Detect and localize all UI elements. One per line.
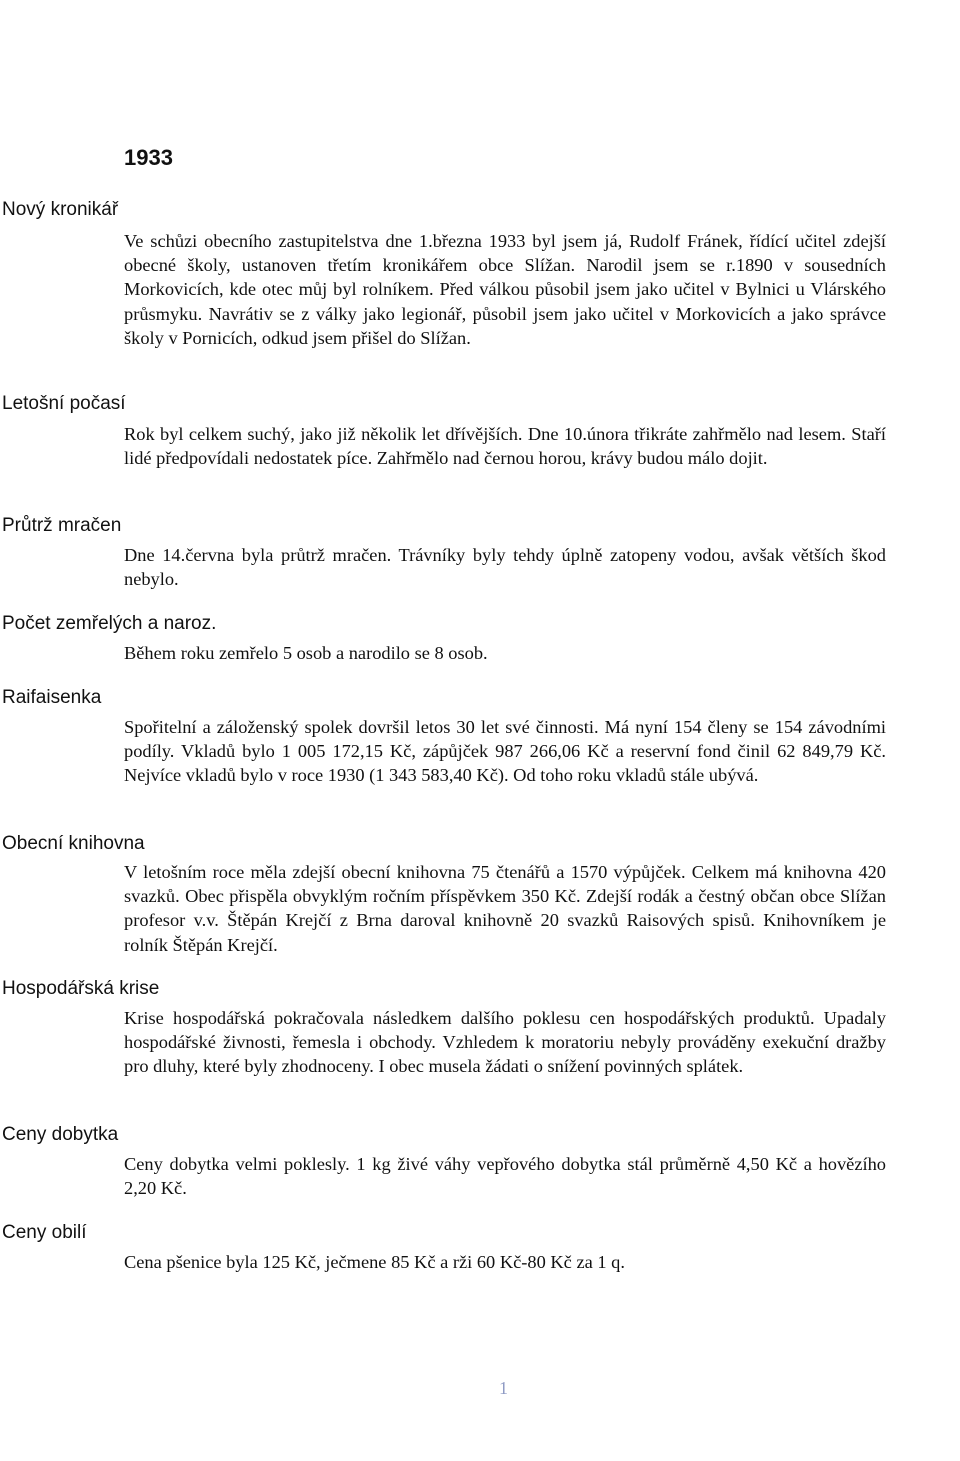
section-heading-obecni-knihovna: Obecní knihovna bbox=[2, 833, 145, 854]
section-heading-raifaisenka: Raifaisenka bbox=[2, 687, 102, 708]
section-heading-prutrz-mracen: Průtrž mračen bbox=[2, 515, 122, 536]
section-text-raifaisenka: Spořitelní a záloženský spolek dovršil letos 30 let své činnosti. Má nyní 154 členy se 154 závodními podíly. Vkladů bylo 1 005 172,15 Kč, zápůjček 987 266,06 Kč a reservní fond činil 62 849,79 Kč. Nejvíce vkladů bylo v roce 1930 (1 343 583,40 Kč). Od toho roku vkladů stále ubývá. bbox=[124, 717, 886, 786]
page-number: 1 bbox=[499, 1378, 508, 1398]
section-text-obecni-knihovna: V letošním roce měla zdejší obecní knihovna 75 čtenářů a 1570 výpůjček. Celkem má knihovna 420 svazků. Obec přispěla obvyklým ročním příspěvkem 350 Kč. Zdejší rodák a čestný občan obce Slížan profesor v.v. Štěpán Krejčí z Brna daroval knihovně 20 svazků Raisových spisů. Knihovníkem je rolník Štěpán Krejčí. bbox=[124, 862, 886, 955]
section-heading-novy-kronikar: Nový kronikář bbox=[2, 199, 119, 220]
section-heading-hospodarska-krise: Hospodářská krise bbox=[2, 978, 160, 999]
section-text-ceny-dobytka: Ceny dobytka velmi poklesly. 1 kg živé váhy vepřového dobytka stál průměrně 4,50 Kč a hovězího 2,20 Kč. bbox=[124, 1154, 886, 1199]
section-heading-pocet-zemrelych: Počet zemřelých a naroz. bbox=[2, 613, 217, 634]
section-text-pocet-zemrelych: Během roku zemřelo 5 osob a narodilo se 8 osob. bbox=[124, 643, 488, 663]
section-heading-letosni-pocasi: Letošní počasí bbox=[2, 393, 126, 414]
section-text-hospodarska-krise: Krise hospodářská pokračovala následkem dalšího poklesu cen hospodářských produktů. Upadaly hospodářské živnosti, řemesla i obchody. Vzhledem k moratoriu nebyly prováděny exekuční dražby pro dluhy, které byly zhodnoceny. I obec musela žádati o snížení povinných splátek. bbox=[124, 1008, 886, 1077]
section-text-prutrz-mracen: Dne 14.června byla průtrž mračen. Trávníky byly tehdy úplně zatopeny vodou, avšak větších škod nebylo. bbox=[124, 545, 886, 590]
section-heading-ceny-dobytka: Ceny dobytka bbox=[2, 1124, 119, 1145]
section-text-letosni-pocasi: Rok byl celkem suchý, jako již několik let dřívějších. Dne 10.února třikráte zahřmělo nad lesem. Staří lidé předpovídali nedostatek píce. Zahřmělo nad černou horou, krávy budou málo dojit. bbox=[124, 424, 886, 469]
section-text-novy-kronikar: Ve schůzi obecního zastupitelstva dne 1.března 1933 byl jsem já, Rudolf Fránek, řídící učitel zdejší obecné školy, ustanoven třetím kronikářem obce Slížan. Narodil jsem se r.1890 v sousedních Morkovicích, kde otec můj byl rolníkem. Před válkou působil jsem jako učitel v Bylnici u Vlárského průsmyku. Navrátiv se z války jako legionář, působil jsem jako učitel v Morkovicích a jako správce školy v Pornicích, odkud jsem přišel do Slížan. bbox=[124, 231, 886, 348]
section-heading-ceny-obili: Ceny obilí bbox=[2, 1222, 87, 1243]
page-year-title: 1933 bbox=[124, 145, 173, 170]
section-text-ceny-obili: Cena pšenice byla 125 Kč, ječmene 85 Kč a rži 60 Kč-80 Kč za 1 q. bbox=[124, 1252, 625, 1272]
